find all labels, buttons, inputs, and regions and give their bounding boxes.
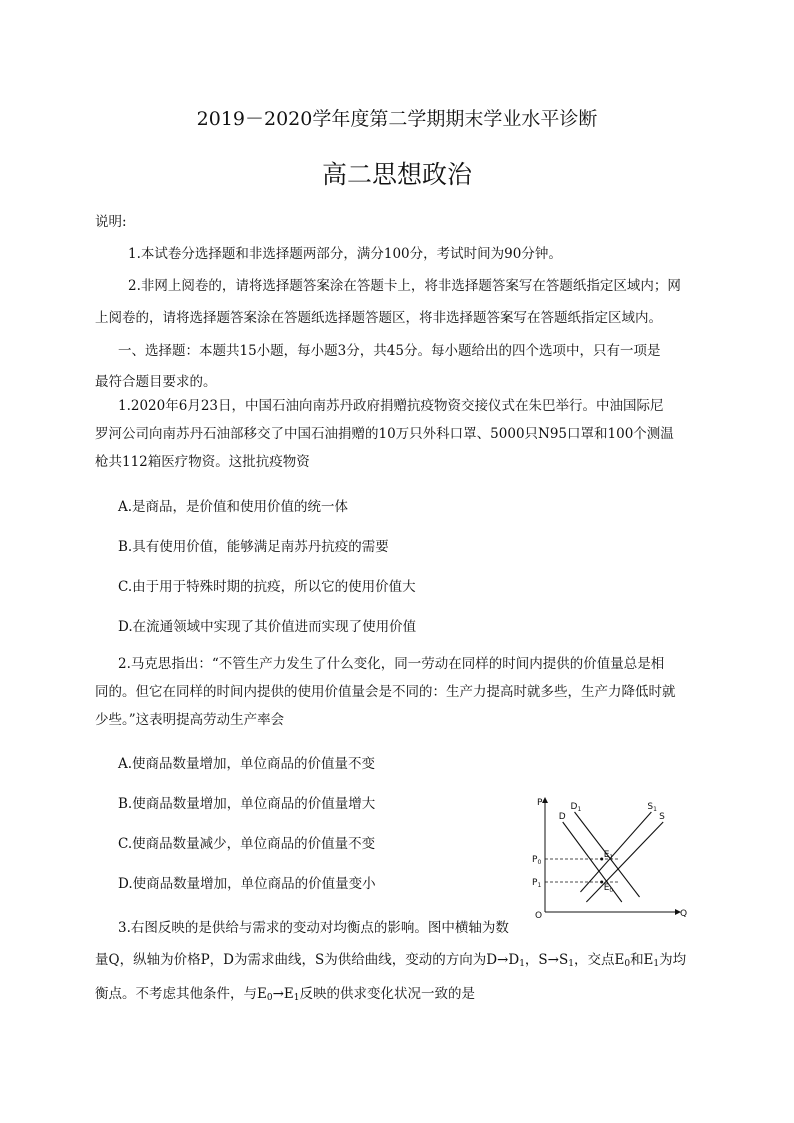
y-tick-p1: $P_1$ bbox=[532, 878, 542, 889]
note-item-2-line2: 上阅卷的，请将选择题答案涂在答题纸选择题答题区，将非选择题答案写在答题纸指定区域内。 bbox=[95, 310, 662, 326]
q1-option-a: A.是商品，是价值和使用价值的统一体 bbox=[118, 499, 349, 515]
q2-option-b: B.使商品数量增加，单位商品的价值量增大 bbox=[118, 796, 376, 812]
q3-stem-line1: 3.右图反映的是供给与需求的变动对均衡点的影响。图中横轴为数 bbox=[118, 920, 509, 936]
q1-option-d: D.在流通领域中实现了其价值进而实现了使用价值 bbox=[118, 619, 417, 635]
q2-stem-line1: 2.马克思指出：“不管生产力发生了什么变化，同一劳动在同样的时间内提供的价值量总是相 bbox=[118, 656, 665, 672]
curve-label-s: S bbox=[659, 812, 665, 822]
curve-label-d1: $D_1$ bbox=[570, 802, 582, 813]
point-label-e1: $E_1$ bbox=[603, 850, 614, 861]
q2-stem-line2: 同的。但它在同样的时间内提供的使用价值量会是不同的：生产力提高时就多些，生产力降低时就 bbox=[95, 684, 676, 700]
subject-title: 高二思想政治 bbox=[321, 160, 472, 189]
section-heading-line1: 一、选择题：本题共15小题，每小题3分，共45分。每小题给出的四个选项中，只有一项是 bbox=[118, 343, 661, 359]
curve-s1 bbox=[580, 812, 651, 892]
q2-option-a: A.使商品数量增加，单位商品的价值量不变 bbox=[118, 756, 376, 772]
q1-stem-line2: 罗河公司向南苏丹石油部移交了中国石油捐赠的10万只外科口罩、5000只N95口罩和100个测温 bbox=[95, 426, 674, 442]
curve-label-s1: $S_1$ bbox=[647, 802, 657, 813]
q2-option-d: D.使商品数量增加，单位商品的价值量变小 bbox=[118, 876, 376, 892]
note-item-1: 1.本试卷分选择题和非选择题两部分，满分100分，考试时间为90分钟。 bbox=[128, 246, 562, 262]
q2-option-c: C.使商品数量减少，单位商品的价值量不变 bbox=[118, 836, 376, 852]
q3-stem-line2: 量Q，纵轴为价格P，D为需求曲线，S为供给曲线，变动的方向为$D\to D_1$，$S\to S_1$，交点$E_0$和$E_1$为均 bbox=[95, 952, 687, 969]
q2-stem-line3: 少些。”这表明提高劳动生产率会 bbox=[95, 712, 285, 728]
x-axis-label: Q bbox=[680, 909, 688, 919]
q1-stem-line3: 枪共112箱医疗物资。这批抗疫物资 bbox=[95, 454, 310, 470]
y-tick-p0: $P_0$ bbox=[532, 855, 542, 866]
exam-title: 2019－2020学年度第二学期期末学业水平诊断 bbox=[196, 108, 598, 130]
notes-label: 说明: bbox=[95, 214, 127, 230]
y-axis-label: P bbox=[537, 798, 543, 808]
q1-option-b: B.具有使用价值，能够满足南苏丹抗疫的需要 bbox=[118, 539, 389, 555]
supply-demand-chart bbox=[520, 790, 700, 925]
note-item-2-line1: 2.非网上阅卷的，请将选择题答案涂在答题卡上，将非选择题答案写在答题纸指定区域内；网 bbox=[128, 278, 681, 294]
curve-s bbox=[586, 822, 663, 902]
section-heading-line2: 最符合题目要求的。 bbox=[95, 374, 217, 390]
q1-option-c: C.由于用于特殊时期的抗疫，所以它的使用价值大 bbox=[118, 579, 416, 595]
q1-stem-line1: 1.2020年6月23日，中国石油向南苏丹政府捐赠抗疫物资交接仪式在朱巴举行。中油国际尼 bbox=[118, 398, 664, 414]
point-label-e0: $E_0$ bbox=[603, 883, 614, 894]
origin-label: O bbox=[535, 911, 543, 921]
q3-stem-line3: 衡点。不考虑其他条件，与$E_0\to E_1$反映的供求变化状况一致的是 bbox=[95, 986, 475, 1003]
curve-label-d: D bbox=[558, 812, 566, 822]
